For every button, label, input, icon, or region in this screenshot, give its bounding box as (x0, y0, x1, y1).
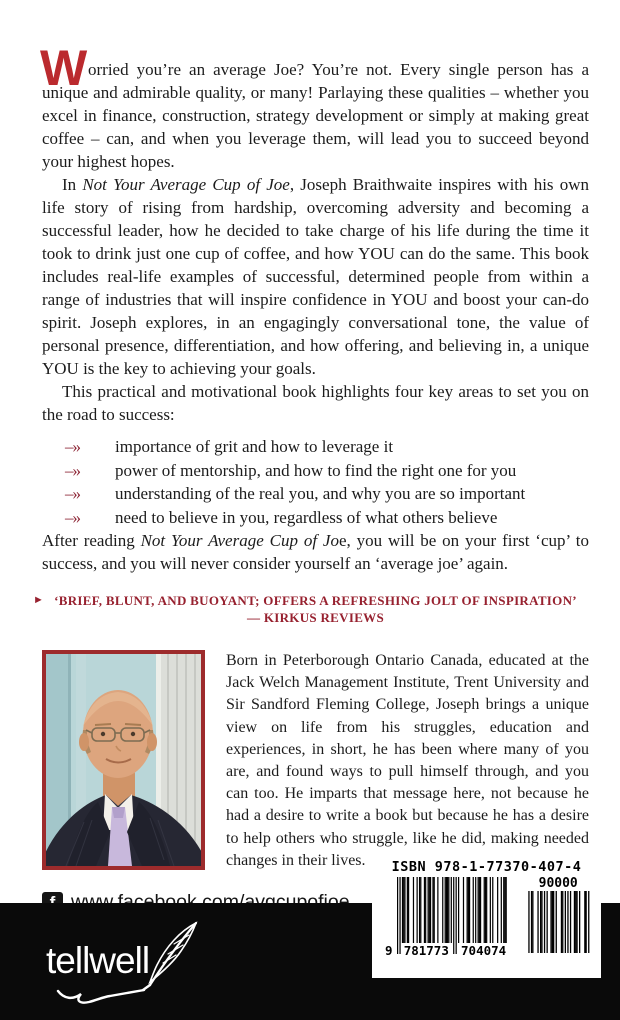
author-bio: Born in Peterborough Ontario Canada, educated at the Jack Welch Management Institute, Trent University and Sir Sandford Fleming College, Joseph brings a unique view on life from his struggles, education and experiences, in short, he has been where many of you are, and found ways to pull himself through, and you can too. He imparts that message here, not because he had a desire to write a book but because he has a desire to help others who struggle, like he did, making needed changes in their lives. (226, 652, 589, 869)
tellwell-logo (46, 911, 221, 1011)
isbn-barcode-block (372, 856, 601, 978)
isbn-number: ISBN 978-1-77370-407-4 (391, 859, 582, 875)
svg-text:9: 9 (385, 943, 393, 958)
review-text: ‘BRIEF, BLUNT, AND BUOYANT; OFFERS A REFRESHING JOLT OF INSPIRATION’ (54, 593, 577, 608)
list-item (65, 482, 589, 506)
closing-text: e, you will be on your first ‘cup’ to success, and you will never consider yourself an ‘average joe’ again. (42, 531, 589, 573)
intro-paragraph (40, 40, 589, 173)
list-item (65, 435, 589, 459)
review-attribution: — KIRKUS REVIEWS (247, 610, 384, 625)
author-section (42, 650, 589, 872)
key-areas-list (42, 435, 589, 529)
list-item (65, 506, 589, 530)
book-title-italic: Not Your Average Cup of Joe (82, 175, 290, 194)
list-item-text: understanding of the real you, and why you are so important (115, 484, 526, 503)
svg-text:781773: 781773 (403, 943, 449, 958)
bullet-arrow-marker: –» (65, 437, 80, 456)
drop-cap-letter: W (40, 40, 85, 96)
list-item-text: importance of grit and how to leverage it (115, 437, 394, 456)
closing-paragraph (42, 529, 589, 575)
author-portrait-illustration (46, 654, 201, 866)
summary-prefix: In (62, 175, 83, 194)
svg-text:704074: 704074 (461, 943, 507, 958)
review-quote (33, 592, 589, 626)
list-item (65, 459, 589, 483)
key-areas-paragraph: This practical and motivational book highlights four key areas to set you on the road to success: (42, 382, 589, 424)
publisher-name: tellwell (46, 940, 150, 981)
list-item-text: power of mentorship, and how to find the right one for you (115, 460, 517, 480)
closing-prefix: After reading (42, 531, 141, 550)
book-summary-paragraph (42, 173, 589, 380)
bullet-arrow-marker: –» (65, 507, 80, 527)
price-supplement-barcode (526, 877, 592, 959)
triangle-arrow-icon: ► (33, 594, 44, 606)
ean13-barcode (385, 877, 517, 959)
intro-text: orried you’re an average Joe? You’re not. Every single person has a unique and admirable quality, or many! Parlaying these qualities – whether you excel in finance, construction, strategy development or simply at making great coffee – can, and when you leverage them, will lead you to succeed beyond your highest hopes. (42, 60, 589, 171)
author-photo (42, 650, 205, 870)
bullet-arrow-marker: –» (65, 484, 80, 503)
publisher-logo (46, 911, 221, 1016)
barcode-area (372, 877, 601, 978)
book-title-italic: Not Your Average Cup of Jo (140, 531, 339, 550)
svg-text:90000: 90000 (538, 877, 578, 891)
bullet-arrow-marker: –» (65, 460, 80, 480)
list-item-text: need to believe in you, regardless of what others believe (115, 507, 498, 527)
summary-text: , Joseph Braithwaite inspires with his own life story of rising from hardship, overcoming adversity and becoming a successful leader, how he decided to take charge of his life during the time it took to drink just one cup of coffee, and how YOU can do the same. This book includes real-life examples of successful, determined people from within a range of industries that will inspire confidence in YOU and boost your can-do spirit. Joseph explores, in an engagingly conversational tone, the value of personal presence, differentiation, and how offering, and believing in, a unique YOU is the key to achieving your goals. (42, 175, 589, 378)
